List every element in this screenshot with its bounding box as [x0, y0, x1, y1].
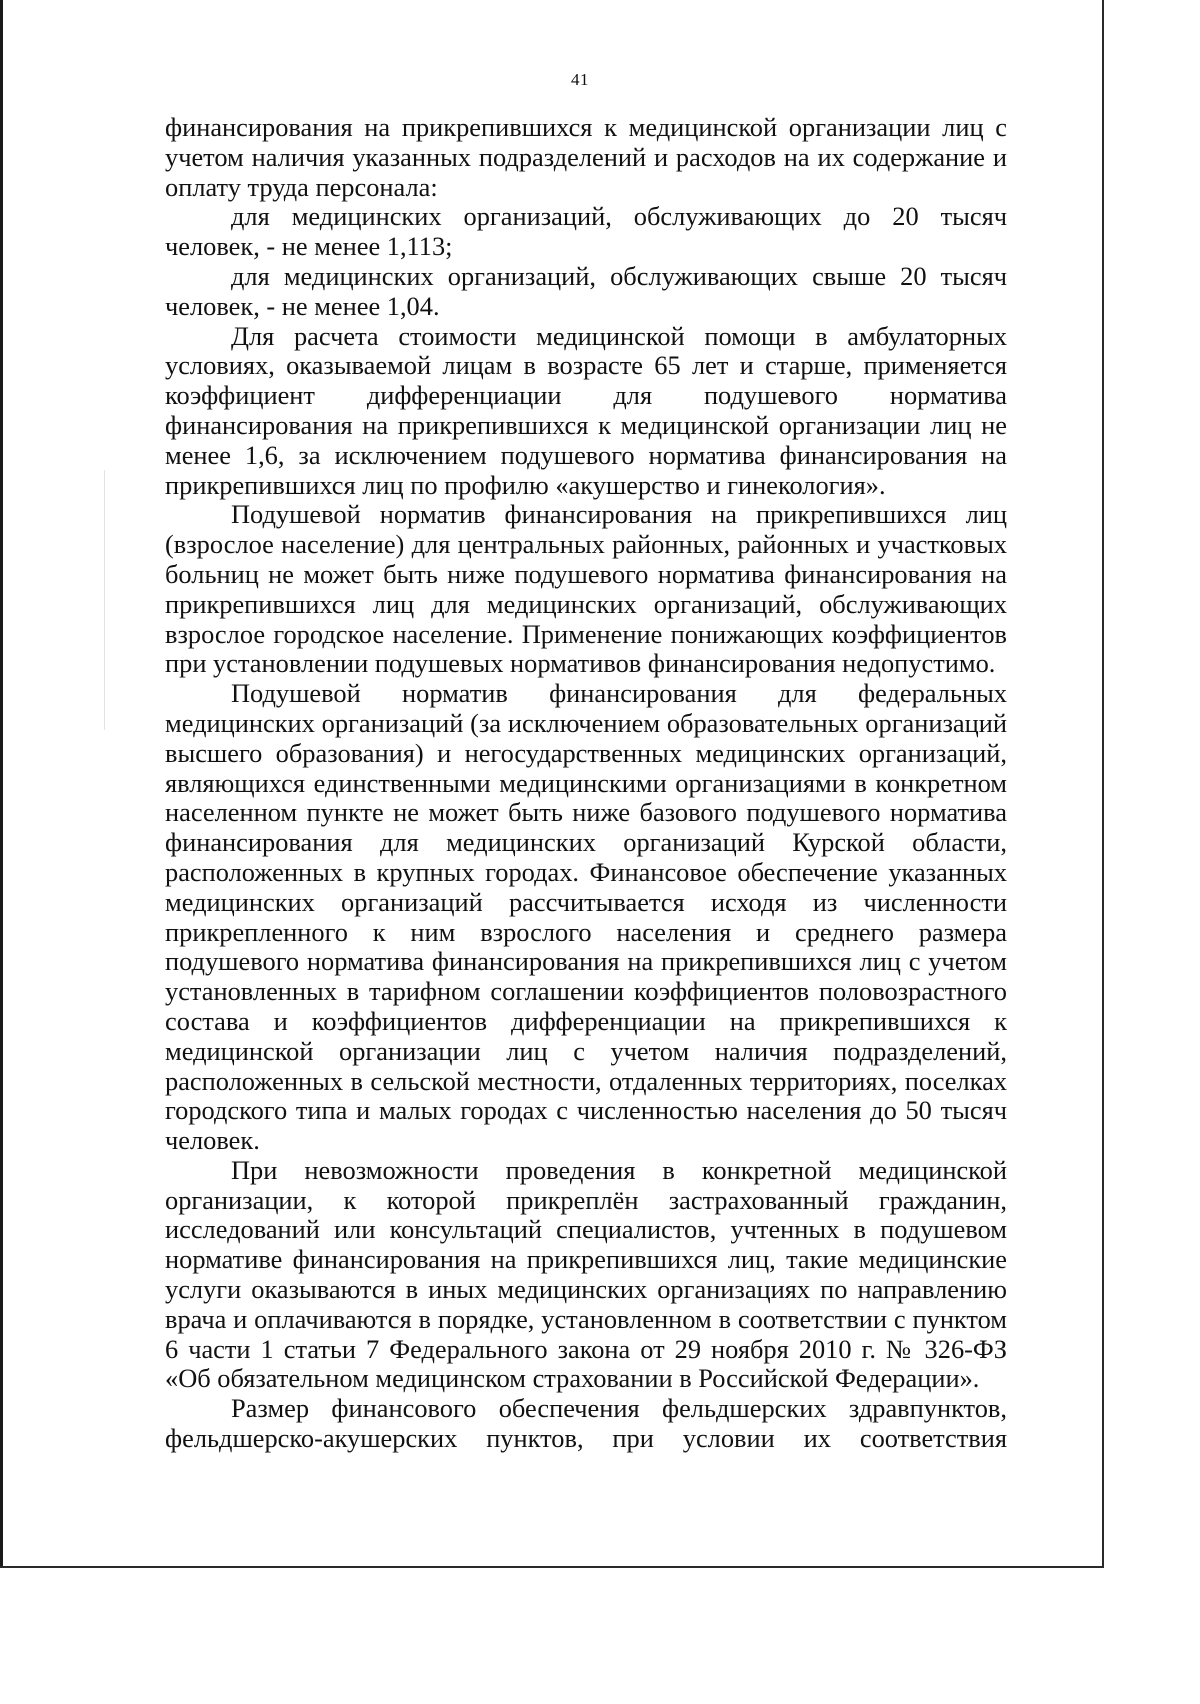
scan-border-right — [1102, 0, 1104, 1568]
paragraph-coefficient-up-to-20k: для медицинских организаций, обслуживающих до 20 тысяч человек, - не менее 1,113; — [165, 201, 1007, 262]
paragraph-rural-hospitals-norm: Подушевой норматив финансирования на прикрепившихся лиц (взрослое население) для центральных районных, районных и участковых больниц не может быть ниже подушевого норматива финансирования на прикрепившихся лиц для медицинских организаций, обслуживающих взрослое городское население. Применение понижающих коэффициентов при установлении подушевых нормативов финансирования недопустимо. — [165, 499, 1007, 679]
paragraph-referral-services: При невозможности проведения в конкретной медицинской организации, к которой прикреплён застрахованный гражданин, исследований или консультаций специалистов, учтенных в подушевом нормативе финансирования на прикрепившихся лиц, такие медицинские услуги оказываются в иных медицинских организациях по направлению врача и оплачиваются в порядке, установленном в соответствии с пунктом 6 части 1 статьи 7 Федерального закона от 29 ноября 2010 г. № 326-ФЗ «Об обязательном медицинском страховании в Российской Федерации». — [165, 1154, 1007, 1394]
page-number: 41 — [571, 70, 589, 89]
paragraph-feldsher-points: Размер финансового обеспечения фельдшерских здравпунктов, фельдшерско-акушерских пунктов, при условии их соответствия — [165, 1393, 1007, 1454]
paragraph-age-65-coefficient: Для расчета стоимости медицинской помощи в амбулаторных условиях, оказываемой лицам в возрасте 65 лет и старше, применяется коэффициент дифференциации для подушевого норматива финансирования на прикрепившихся к медицинской организации лиц не менее 1,6, за исключением подушевого норматива финансирования на прикрепившихся лиц по профилю «акушерство и гинекология». — [165, 320, 1007, 500]
document-body — [165, 113, 1007, 1454]
paragraph-continuation: финансирования на прикрепившихся к медицинской организации лиц с учетом наличия указанных подразделений и расходов на их содержание и оплату труда персонала: — [165, 112, 1007, 202]
scan-artifact-line — [104, 470, 105, 730]
scan-border-left — [0, 0, 3, 1568]
paragraph-coefficient-over-20k: для медицинских организаций, обслуживающих свыше 20 тысяч человек, - не менее 1,04. — [165, 260, 1007, 321]
scan-border-bottom — [0, 1566, 1104, 1568]
paragraph-federal-organizations-norm: Подушевой норматив финансирования для федеральных медицинских организаций (за исключением образовательных организаций высшего образования) и негосударственных медицинских организаций, являющихся единственными медицинскими организациями в конкретном населенном пункте не может быть ниже базового подушевого норматива финансирования для медицинских организаций Курской области, расположенных в крупных городах. Финансовое обеспечение указанных медицинских организаций рассчитывается исходя из численности прикрепленного к ним взрослого населения и среднего размера подушевого норматива финансирования на прикрепившихся лиц с учетом установленных в тарифном соглашении коэффициентов половозрастного состава и коэффициентов дифференциации на прикрепившихся к медицинской организации лиц с учетом наличия подразделений, расположенных в сельской местности, отдаленных территориях, поселках городского типа и малых городах с численностью населения до 50 тысяч человек. — [165, 678, 1007, 1156]
